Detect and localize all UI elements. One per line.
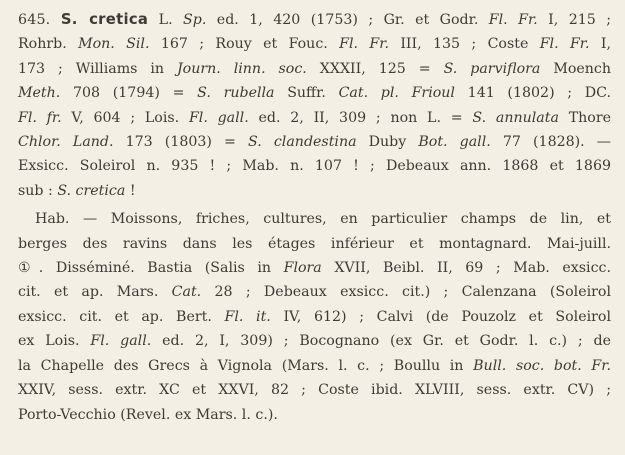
text-segment: Rohrb. xyxy=(18,36,79,53)
text-segment: ed. 1, 420 (1753) ; Gr. et Godr. xyxy=(206,12,489,28)
text-segment: XXIV, sess. extr. XC et XXVI, 82 ; Coste ibid. XLVIII, sess. extr. CV) ; xyxy=(18,382,611,399)
text-segment: 141 (1802) ; DC. xyxy=(454,85,611,102)
habitat-line xyxy=(18,256,611,280)
text-segment: IV, 612) ; Calvi (de Pouzolz et Soleirol xyxy=(270,308,612,325)
italic-text: Mon. Sil. xyxy=(78,36,150,53)
text-segment: Moench xyxy=(540,60,612,77)
entry-line xyxy=(18,154,611,178)
italic-text: Sp. xyxy=(183,12,207,28)
italic-text: S. parviflora xyxy=(443,60,541,77)
italic-text: S. annulata xyxy=(472,109,559,126)
italic-text: Meth. xyxy=(18,85,61,102)
text-segment: 173 ; Williams in xyxy=(18,60,177,77)
italic-text: Fl. gall. xyxy=(90,333,152,350)
entry-line xyxy=(18,179,615,203)
entry-number: 645. xyxy=(18,12,51,28)
italic-text: Fl. it. xyxy=(224,308,271,325)
habitat-line xyxy=(18,207,611,231)
entry-line xyxy=(18,130,611,154)
entry-line-rest xyxy=(148,12,611,28)
text-segment: ex Lois. xyxy=(18,333,91,350)
italic-text: Fl. Fr. xyxy=(539,36,590,53)
habitat-line xyxy=(18,305,611,329)
text-segment: exsicc. cit. et ap. Bert. xyxy=(18,308,225,325)
text-segment: V, 604 ; Lois. xyxy=(61,109,189,126)
habitat-line xyxy=(18,378,611,402)
text-segment: Suffr. xyxy=(274,85,339,102)
italic-text: Fl. gall. xyxy=(188,109,249,126)
italic-text: S. cretica xyxy=(57,182,126,199)
text-segment: 77 (1828). — xyxy=(490,134,611,151)
text-segment: III, 135 ; Coste xyxy=(388,36,540,53)
text-segment: sub : xyxy=(18,182,58,199)
italic-text: Cat. xyxy=(171,284,202,301)
italic-text: S. clandestina xyxy=(248,134,357,151)
italic-text: Cat. pl. Frioul xyxy=(338,85,455,102)
entry-line xyxy=(18,81,611,105)
italic-text: Bot. gall. xyxy=(418,134,491,151)
text-segment: la Chapelle des Grecs à Vignola (Mars. l. c. ; Boullu in xyxy=(18,357,474,374)
text-segment: ①. Disséminé. Bastia (Salis in xyxy=(18,260,284,277)
text-segment: Duby xyxy=(356,134,419,151)
italic-text: Journ. linn. soc. xyxy=(176,60,307,77)
text-segment: Exsicc. Soleirol n. 935 ! ; Mab. n. 107 ! ; Debeaux ann. 1868 et 1869 xyxy=(18,158,611,175)
habitat-line xyxy=(18,354,611,378)
habitat-line xyxy=(18,280,611,304)
text-segment: 173 (1803) = xyxy=(113,134,249,151)
habitat-line xyxy=(18,329,611,353)
text-segment: L. xyxy=(148,12,184,28)
italic-text: Chlor. Land. xyxy=(18,134,114,151)
text-segment: ! xyxy=(125,182,136,199)
text-segment: 167 ; Rouy et Fouc. xyxy=(149,36,340,53)
species-name: S. cretica xyxy=(60,11,149,28)
italic-text: Bull. soc. bot. Fr. xyxy=(473,357,611,374)
text-segment: Hab. — Moissons, friches, cultures, en particulier champs de lin, et xyxy=(35,211,611,228)
entry-line xyxy=(18,57,611,81)
text-segment: I, xyxy=(589,36,611,53)
entry-line xyxy=(18,32,611,56)
text-segment: Porto-Vecchio (Revel. ex Mars. l. c.). xyxy=(18,406,278,423)
italic-text: S. rubella xyxy=(197,85,275,102)
species-entry xyxy=(18,8,615,203)
entry-line xyxy=(18,8,611,32)
text-segment: berges des ravins dans les étages inférieur et montagnard. Mai-juill. xyxy=(18,235,611,252)
text-segment: ed. 2, I, 309) ; Bocognano (ex Gr. et Godr. l. c.) ; de xyxy=(151,333,612,350)
entry-line xyxy=(18,106,611,130)
text-segment: ed. 2, II, 309 ; non L. = xyxy=(248,109,473,126)
text-segment: I, 215 ; xyxy=(537,12,612,28)
italic-text: Fl. fr. xyxy=(18,109,62,126)
text-segment: 708 (1794) = xyxy=(60,85,198,102)
italic-text: Fl. Fr. xyxy=(339,36,389,53)
text-segment: XXXII, 125 = xyxy=(306,60,444,77)
text-segment: 28 ; Debeaux exsicc. cit.) ; Calenzana (Soleirol xyxy=(201,284,611,301)
italic-text: Fl. Fr. xyxy=(488,12,538,28)
italic-text: Flora xyxy=(283,260,322,277)
text-segment: cit. et ap. Mars. xyxy=(18,284,172,301)
text-segment: XVII, Beibl. II, 69 ; Mab. exsicc. xyxy=(321,260,611,277)
habitat-line xyxy=(18,232,611,256)
text-segment: Thore xyxy=(558,109,612,126)
habitat-paragraph xyxy=(18,207,615,427)
habitat-line xyxy=(18,403,615,427)
